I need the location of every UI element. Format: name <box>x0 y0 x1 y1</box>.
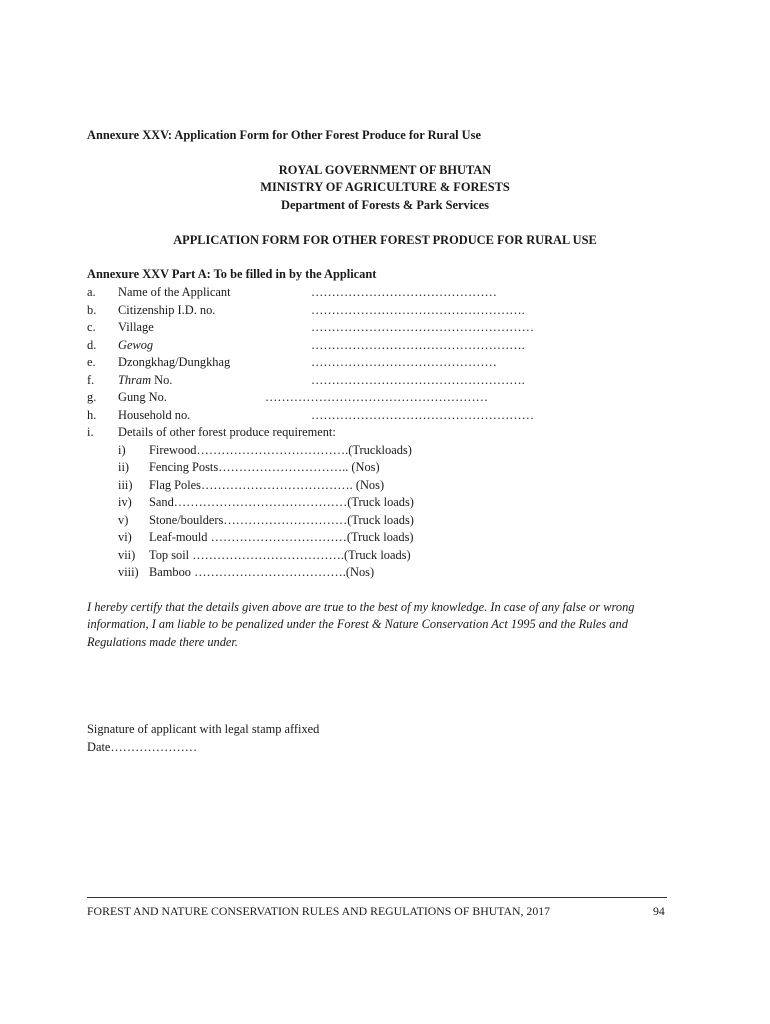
field-label: Village <box>118 320 154 334</box>
field-label: Household no. <box>118 407 191 422</box>
field-applicant-name <box>87 284 687 302</box>
produce-item-number: vii) <box>118 547 136 562</box>
field-label <box>118 372 172 389</box>
footer-rule <box>87 897 667 898</box>
header-government: ROYAL GOVERNMENT OF BHUTAN <box>278 163 492 177</box>
signature-label: Signature of applicant with legal stamp affixed <box>87 722 320 736</box>
annex-title: Annexure XXV: Application Form for Other Forest Produce for Rural Use <box>87 128 481 142</box>
field-label-italic: Thram <box>118 372 152 387</box>
field-dots: ……………………………………………… <box>311 407 535 422</box>
header-department: Department of Forests & Park Services <box>281 198 489 212</box>
field-label: Dzongkhag/Dungkhag <box>118 355 231 369</box>
field-dots: ……………………………………………. <box>311 302 525 317</box>
field-letter: d. <box>87 337 97 352</box>
field-label-rest: No. <box>151 372 173 387</box>
produce-item-stone-boulders <box>118 512 518 530</box>
field-letter: e. <box>87 355 96 369</box>
produce-item-number: i) <box>118 442 126 457</box>
field-letter: h. <box>87 407 97 422</box>
field-dots: ……………………………………………. <box>311 372 525 387</box>
produce-item-number: iv) <box>118 495 132 509</box>
produce-item-text: Sand……………………………………(Truck loads) <box>149 495 414 509</box>
produce-item-text: Flag Poles………………………………. (Nos) <box>149 477 385 492</box>
header-ministry: MINISTRY OF AGRICULTURE & FORESTS <box>260 180 510 194</box>
produce-item-fencing-posts <box>118 459 518 477</box>
field-label: Gewog <box>118 337 154 352</box>
date-label: Date………………… <box>87 740 198 754</box>
produce-item-flag-poles <box>118 477 518 495</box>
produce-item-number: v) <box>118 512 129 527</box>
field-letter: c. <box>87 320 96 334</box>
field-label: Name of the Applicant <box>118 285 231 299</box>
field-label: Citizenship I.D. no. <box>118 302 216 317</box>
field-letter: b. <box>87 302 97 317</box>
produce-item-sand <box>118 494 518 512</box>
field-thram-no <box>87 372 687 390</box>
field-letter: i. <box>87 425 94 439</box>
field-dots: ……………………………………………… <box>265 390 489 404</box>
produce-item-text: Firewood……………………………….(Truckloads) <box>149 442 412 457</box>
produce-item-number: ii) <box>118 460 130 474</box>
field-label: Details of other forest produce requirement: <box>118 425 336 439</box>
field-village <box>87 319 687 337</box>
field-dots: ……………………………………………… <box>311 320 535 334</box>
field-label: Gung No. <box>118 390 167 404</box>
field-dots: ……………………………………………. <box>311 337 525 352</box>
produce-item-text: Bamboo ……………………………….(Nos) <box>149 565 375 579</box>
produce-item-firewood <box>118 442 518 460</box>
produce-item-text: Stone/boulders…………………………(Truck loads) <box>149 512 414 527</box>
field-letter: g. <box>87 390 97 404</box>
certification-statement: I hereby certify that the details given above are true to the best of my knowledge. In case of any false or wrong information, I am liable to be penalized under the Forest & Nature Conservation Act 1995 and the Rules and Regulations made there under. <box>87 600 635 649</box>
field-dots: ……………………………………… <box>311 285 497 299</box>
field-letter: f. <box>87 372 95 387</box>
field-dots: ……………………………………… <box>311 355 497 369</box>
field-letter: a. <box>87 285 96 299</box>
produce-item-top-soil <box>118 547 518 565</box>
field-dzongkhag <box>87 354 687 372</box>
field-citizenship-id <box>87 302 687 320</box>
part-a-heading: Annexure XXV Part A: To be filled in by the Applicant <box>87 267 377 281</box>
produce-item-leaf-mould <box>118 529 518 547</box>
footer-text: FOREST AND NATURE CONSERVATION RULES AND REGULATIONS OF BHUTAN, 2017 <box>87 904 551 918</box>
produce-item-text: Fencing Posts………………………….. (Nos) <box>149 460 380 474</box>
field-produce-details <box>87 424 687 442</box>
page-number: 94 <box>653 904 665 918</box>
produce-item-text: Leaf-mould ……………………………(Truck loads) <box>149 530 414 544</box>
field-household-no <box>87 407 687 425</box>
produce-item-bamboo <box>118 564 518 582</box>
produce-item-number: iii) <box>118 477 133 492</box>
produce-item-number: viii) <box>118 565 139 579</box>
field-gewog <box>87 337 687 355</box>
form-title: APPLICATION FORM FOR OTHER FOREST PRODUCE FOR RURAL USE <box>173 233 597 247</box>
produce-item-text: Top soil ……………………………….(Truck loads) <box>149 547 411 562</box>
field-gung-no <box>87 389 687 407</box>
produce-item-number: vi) <box>118 530 132 544</box>
